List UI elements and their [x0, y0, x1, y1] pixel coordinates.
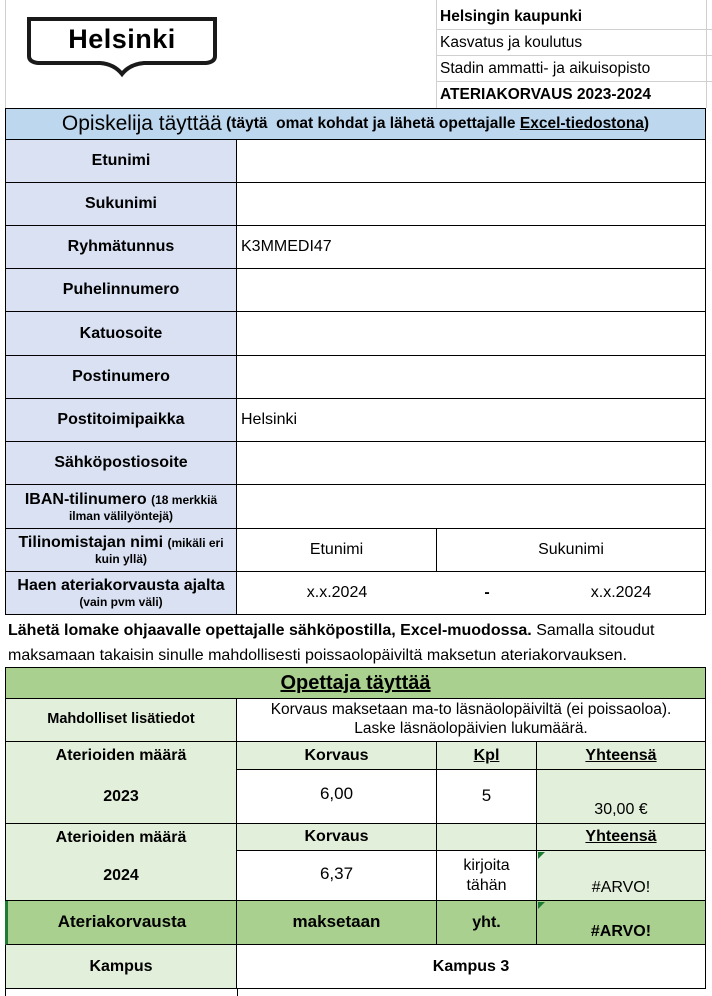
owner-firstname-text: Etunimi — [309, 541, 364, 559]
student-title-link: Excel-tiedostona — [519, 114, 644, 132]
period-dash — [437, 572, 537, 615]
division-name: Kasvatus ja koulutus — [436, 30, 712, 56]
total-2023-header-text: Yhteensä — [585, 746, 657, 764]
campus-label — [5, 945, 237, 989]
owner-lastname-text: Sukunimi — [538, 541, 604, 559]
korvaus-2024-header — [237, 824, 437, 851]
notice-rest2: maksamaan takaisin sinulle mahdollisesti poissaolopäiviltä maksetun ateriakorvauksen. — [8, 647, 627, 664]
total-2023-value — [537, 770, 706, 824]
campus-value-text: Kampus 3 — [432, 957, 510, 975]
meals-2024-label-text: Aterioiden määrä — [55, 828, 187, 846]
kpl-2023-input[interactable] — [437, 770, 537, 824]
campus-value[interactable] — [237, 945, 706, 989]
period-from-text: x.x.2024 — [306, 584, 368, 602]
kpl-2023-header-text: Kpl — [473, 746, 500, 764]
field-label-katuosoite: Katuosoite — [5, 312, 237, 356]
meals-2024-label — [5, 824, 237, 851]
school-name: Stadin ammatti- ja aikuisopisto — [436, 56, 712, 82]
korvaus-2023-value — [237, 770, 437, 824]
owner-firstname-input[interactable] — [237, 529, 437, 572]
info-text-line1: Korvaus maksetaan ma-to läsnäolopäiviltä (ei poissaoloa). — [270, 701, 672, 718]
student-section-title — [5, 108, 706, 140]
total-2024-header-text: Yhteensä — [585, 828, 657, 846]
total-2024-header — [537, 824, 706, 851]
total-2024-text: #ARVO! — [591, 878, 651, 896]
info-label-text: Mahdolliset lisätiedot — [47, 711, 195, 728]
error-indicator-icon — [538, 902, 545, 909]
kpl-2024-line1: kirjoita — [463, 857, 510, 875]
student-title-post: ) — [643, 114, 650, 132]
iban-label — [5, 485, 237, 529]
iban-note2: ilman välilyöntejä) — [68, 508, 174, 523]
kpl-2024-line2: tähän — [466, 876, 507, 894]
field-label-etunimi: Etunimi — [5, 140, 237, 183]
meals-2023-label-text: Aterioiden määrä — [55, 747, 187, 765]
info-text-line2: Laske läsnäolopäivien lukumäärä. — [354, 719, 588, 737]
field-label-s-hk-postiosoite: Sähköpostiosoite — [5, 442, 237, 485]
total-2023-header — [537, 742, 706, 770]
field-input-s-hk-postiosoite[interactable] — [237, 442, 706, 485]
total-2024-value — [537, 851, 706, 901]
korvaus-2024-text: 6,37 — [319, 864, 354, 883]
student-title-main: Opiskelija täyttää — [61, 112, 222, 136]
year-2024-text: 2024 — [103, 866, 139, 884]
period-dash-text: - — [484, 584, 490, 602]
field-label-puhelinnumero: Puhelinnumero — [5, 269, 237, 312]
iban-note1: (18 merkkiä — [151, 492, 218, 507]
org-name: Helsingin kaupunki — [436, 4, 712, 30]
owner-note1: (mikäli eri — [167, 536, 224, 551]
period-label-text: Haen ateriakorvausta ajalta — [17, 577, 225, 595]
year-2023-text: 2023 — [103, 787, 139, 805]
field-label-postitoimipaikka: Postitoimipaikka — [5, 399, 237, 442]
period-to-text: x.x.2024 — [590, 584, 652, 602]
year-2023 — [5, 770, 237, 824]
kpl-2024-input[interactable] — [437, 851, 537, 901]
kpl-2023-text: 5 — [481, 786, 492, 805]
sum-total-text: #ARVO! — [590, 922, 652, 940]
year-2024 — [5, 851, 237, 901]
iban-label-text: IBAN-tilinumero — [24, 490, 147, 508]
kpl-2023-header — [437, 742, 537, 770]
field-label-sukunimi: Sukunimi — [5, 183, 237, 226]
korvaus-2024-header-text: Korvaus — [304, 828, 369, 846]
teacher-title-text: Opettaja täyttää — [280, 672, 431, 694]
korvaus-2023-text: 6,00 — [319, 784, 354, 803]
info-label — [5, 699, 237, 742]
next-row — [5, 989, 706, 996]
form-title: ATERIAKORVAUS 2023-2024 — [440, 86, 652, 103]
teacher-section-title — [5, 667, 706, 699]
sum-paid — [237, 901, 437, 945]
owner-note2: kuin yllä) — [94, 552, 147, 567]
sum-label-text: Ateriakorvausta — [57, 912, 187, 932]
info-text — [237, 699, 706, 742]
student-title-pre: (täytä omat kohdat ja lähetä opettajalle — [221, 114, 520, 132]
helsinki-logo — [26, 16, 218, 78]
field-input-katuosoite[interactable] — [237, 312, 706, 356]
period-from-input[interactable] — [237, 572, 437, 615]
sum-paid-text: maksetaan — [292, 912, 381, 932]
sum-total-label — [437, 901, 537, 945]
period-to-input[interactable] — [537, 572, 706, 615]
field-input-ryhm-tunnus[interactable]: K3MMEDI47 — [237, 226, 706, 269]
logo-text: Helsinki — [68, 24, 176, 54]
total-2023-text: 30,00 € — [594, 800, 648, 818]
iban-input[interactable] — [237, 485, 706, 529]
kpl-2024-header — [437, 824, 537, 851]
owner-label-text: Tilinomistajan nimi — [18, 534, 164, 552]
field-label-ryhm-tunnus: Ryhmätunnus — [5, 226, 237, 269]
notice-text — [8, 618, 708, 668]
owner-label — [5, 529, 237, 572]
period-label — [5, 572, 237, 615]
sum-total-label-text: yht. — [472, 913, 501, 931]
sum-total-value — [537, 901, 706, 945]
period-note: (vain pvm väli) — [79, 595, 163, 610]
field-input-etunimi[interactable] — [237, 140, 706, 183]
sum-label — [5, 901, 237, 945]
meals-2023-label — [5, 742, 237, 770]
korvaus-2023-header-text: Korvaus — [304, 746, 369, 764]
error-indicator-icon — [538, 852, 545, 859]
korvaus-2023-header — [237, 742, 437, 770]
field-input-postitoimipaikka[interactable]: Helsinki — [237, 399, 706, 442]
field-input-puhelinnumero[interactable] — [237, 269, 706, 312]
notice-bold: Lähetä lomake ohjaavalle opettajalle sähköpostilla, Excel-muodossa. — [8, 622, 532, 639]
field-input-postinumero[interactable] — [237, 356, 706, 399]
field-label-postinumero: Postinumero — [5, 356, 237, 399]
field-input-sukunimi[interactable] — [237, 183, 706, 226]
campus-label-text: Kampus — [89, 957, 153, 975]
notice-rest1: Samalla sitoudut — [531, 622, 655, 639]
korvaus-2024-value — [237, 851, 437, 901]
owner-lastname-input[interactable] — [437, 529, 706, 572]
